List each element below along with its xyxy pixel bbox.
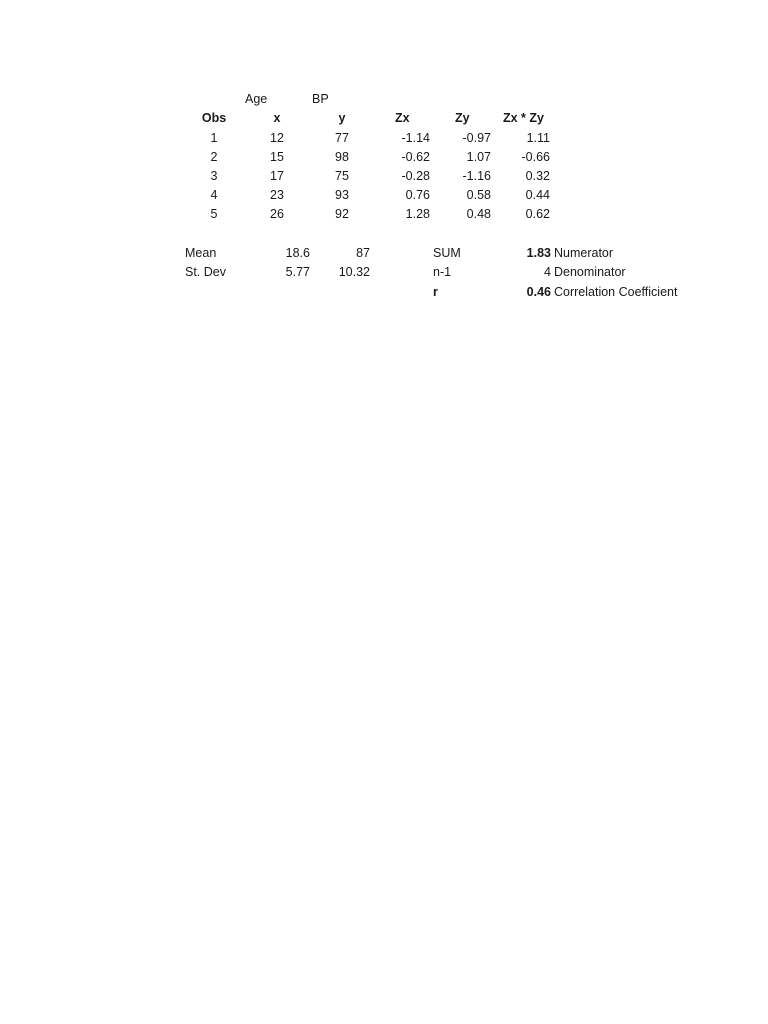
row-1-obs: 1 bbox=[210, 131, 218, 145]
zy-column-header: Zy bbox=[455, 111, 470, 125]
sum-label: SUM bbox=[433, 246, 461, 260]
y-column-header: y bbox=[338, 111, 346, 125]
age-header: Age bbox=[245, 92, 268, 106]
row-5-zy: 0.48 bbox=[466, 207, 491, 221]
row-2-obs: 2 bbox=[210, 150, 218, 164]
r-value: 0.46 bbox=[526, 285, 551, 299]
row-1-zy: -0.97 bbox=[462, 131, 491, 145]
row-3-zy: -1.16 bbox=[462, 169, 491, 183]
n-minus-1-value: 4 bbox=[544, 265, 551, 279]
row-1-x: 12 bbox=[270, 131, 284, 145]
mean-label: Mean bbox=[185, 246, 217, 260]
row-3-y: 75 bbox=[335, 169, 349, 183]
row-4-zy: 0.58 bbox=[466, 188, 491, 202]
row-3-x: 17 bbox=[270, 169, 284, 183]
row-2-zxzy: -0.66 bbox=[521, 150, 550, 164]
stdev-x-value: 5.77 bbox=[285, 265, 310, 279]
row-3-zx: -0.28 bbox=[401, 169, 430, 183]
zxzy-column-header: Zx * Zy bbox=[503, 111, 544, 125]
row-2-zy: 1.07 bbox=[466, 150, 491, 164]
row-2-x: 15 bbox=[270, 150, 284, 164]
n-minus-1-label: n-1 bbox=[433, 265, 452, 279]
mean-y-value: 87 bbox=[356, 246, 370, 260]
row-4-x: 23 bbox=[270, 188, 284, 202]
row-5-obs: 5 bbox=[210, 207, 218, 221]
row-5-y: 92 bbox=[335, 207, 349, 221]
row-3-zxzy: 0.32 bbox=[525, 169, 550, 183]
row-1-zx: -1.14 bbox=[401, 131, 430, 145]
stdev-y-value: 10.32 bbox=[338, 265, 370, 279]
mean-x-value: 18.6 bbox=[285, 246, 310, 260]
row-4-zxzy: 0.44 bbox=[525, 188, 550, 202]
zx-column-header: Zx bbox=[395, 111, 410, 125]
row-3-obs: 3 bbox=[210, 169, 218, 183]
row-2-y: 98 bbox=[335, 150, 349, 164]
x-column-header: x bbox=[273, 111, 281, 125]
r-note: Correlation Coefficient bbox=[554, 285, 678, 299]
row-1-zxzy: 1.11 bbox=[526, 131, 550, 145]
row-5-zx: 1.28 bbox=[405, 207, 430, 221]
row-4-y: 93 bbox=[335, 188, 349, 202]
row-5-x: 26 bbox=[270, 207, 284, 221]
sum-note: Numerator bbox=[554, 246, 614, 260]
row-2-zx: -0.62 bbox=[401, 150, 430, 164]
row-1-y: 77 bbox=[335, 131, 349, 145]
n-minus-1-note: Denominator bbox=[554, 265, 626, 279]
obs-column-header: Obs bbox=[201, 111, 227, 125]
bp-header: BP bbox=[312, 92, 329, 106]
row-4-obs: 4 bbox=[210, 188, 218, 202]
row-5-zxzy: 0.62 bbox=[525, 207, 550, 221]
sum-value: 1.83 bbox=[526, 246, 551, 260]
r-label: r bbox=[433, 285, 438, 299]
stdev-label: St. Dev bbox=[185, 265, 226, 279]
row-4-zx: 0.76 bbox=[405, 188, 430, 202]
